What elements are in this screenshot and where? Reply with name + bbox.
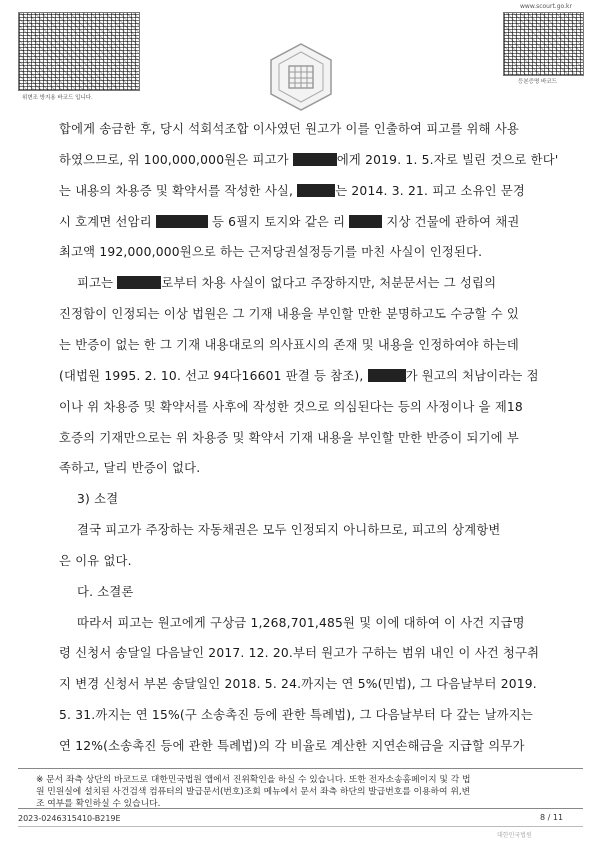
court-url: www.scourt.go.kr: [520, 3, 572, 10]
body-line: [59, 304, 519, 322]
body-line: [59, 335, 519, 353]
body-line: [59, 643, 539, 661]
body-text-segment: 다. 소결론: [77, 584, 134, 599]
body-text-segment: 호증의 기재만으로는 위 차용증 및 확약서 기재 내용을 부인할 만한 반증이 되기에 부: [59, 430, 519, 445]
body-line: [59, 705, 533, 723]
body-line: [77, 489, 118, 507]
body-line: [77, 273, 496, 291]
body-text-segment: 합에게 송금한 후, 당시 석회석조합 이사였던 원고가 이를 인출하여 피고를 위해 사용: [59, 122, 519, 136]
redaction-box: [368, 369, 406, 382]
body-text-segment: 5. 31.까지는 연 15%(구 소송촉진 등에 관한 특례법), 그 다음날부터 다 갚는 날까지는: [59, 708, 533, 723]
body-line: [59, 428, 519, 446]
body-text-segment: 연 12%(소송촉진 등에 관한 특례법)의 각 비율로 계산한 지연손해금을 지급할 의무가: [59, 739, 525, 753]
body-text-segment: 진정함이 인정되는 이상 법원은 그 기재 내용을 부인할 만한 분명하고도 수긍할 수 있: [59, 307, 519, 322]
body-line: [59, 458, 200, 476]
notice-line: ※ 문서 좌측 상단의 바코드로 대한민국법원 앱에서 진위확인을 하실 수 있습니다. 또한 전자소송홈페이지 및 각 법: [36, 775, 471, 785]
body-text-segment: 로부터 차용 사실이 없다고 주장하지만, 처분문서는 그 성립의: [161, 276, 497, 291]
body-text-segment: 지상 건물에 관하여 채권: [382, 214, 520, 229]
body-line: [59, 150, 558, 168]
bottom-divider: [18, 826, 583, 827]
notice-line: 조 여부를 확인하실 수 있습니다.: [36, 799, 161, 809]
body-text-segment: 3) 소결: [77, 492, 119, 507]
page-number: 8 / 11: [540, 813, 564, 822]
court-seal-emblem: [265, 42, 337, 112]
redaction-box: [349, 215, 382, 228]
body-text-segment: 는 반증이 없는 한 그 기재 내용대로의 의사표시의 존재 및 내용을 인정하여야 하는데: [59, 337, 519, 352]
body-text-segment: 최고액 192,000,000원으로 하는 근저당권설정등기를 마친 사실이 인정된다.: [59, 245, 483, 260]
certified-copy-barcode: [503, 12, 584, 76]
body-line: [77, 613, 525, 631]
body-text-segment: 하였으므로, 위 100,000,000원은 피고가: [59, 152, 293, 167]
body-text-segment: 에게 2019. 1. 5.자로 빌린 것으로 한다': [336, 152, 559, 167]
notice-line: 원 민원실에 설치된 사건검색 컴퓨터의 발급문서(번호)조회 메뉴에서 문서 좌측 하단의 발급번호를 이용하여 위,변: [36, 787, 471, 797]
certified-copy-barcode-caption: 등본증명 바코드: [518, 79, 557, 85]
body-text-segment: 피고는: [77, 276, 118, 291]
body-line: [59, 674, 537, 692]
body-text-segment: 은 이유 없다.: [59, 553, 132, 568]
body-text-segment: 결국 피고가 주장하는 자동채권은 모두 인정되지 아니하므로, 피고의 상계항변: [77, 523, 501, 538]
body-line: [59, 242, 482, 260]
verification-barcode-caption: 위변조 방지용 바코드 입니다.: [22, 95, 93, 101]
court-footer-mark: 대한민국법원: [497, 832, 532, 839]
body-line: [59, 212, 520, 230]
body-text-segment: 가 원고의 처남이라는 점: [405, 368, 539, 383]
body-line: [77, 520, 501, 538]
body-line: [59, 736, 525, 754]
body-text-segment: 따라서 피고는 원고에게 구상금 1,268,701,485원 및 이에 대하여 이 사건 지급명: [77, 615, 525, 630]
redaction-box: [117, 276, 161, 289]
redaction-box: [156, 215, 208, 228]
body-text-segment: 이나 위 차용증 및 확약서를 사후에 작성한 것으로 의심된다는 등의 사정이나 을 제18: [59, 399, 523, 414]
body-text-segment: (대법원 1995. 2. 10. 선고 94다16601 판결 등 참조),: [59, 368, 368, 383]
body-text-segment: 는 내용의 차용증 및 확약서를 작성한 사실,: [59, 183, 298, 198]
redaction-box: [297, 184, 335, 197]
body-text-segment: 시 호계면 선암리: [59, 214, 156, 229]
body-text-segment: 령 신청서 송달일 다음날인 2017. 12. 20.부터 원고가 구하는 범위 내인 이 사건 청구취: [59, 646, 540, 661]
body-text-segment: 족하고, 달리 반증이 없다.: [59, 461, 201, 476]
body-text-segment: 등 6필지 토지와 같은 리: [207, 214, 350, 229]
body-line: [59, 181, 525, 199]
body-line: [59, 366, 539, 384]
redaction-box: [293, 153, 337, 166]
body-line: [59, 119, 519, 137]
body-text-segment: 는 2014. 3. 21. 피고 소유인 문경: [335, 183, 525, 198]
body-line: [77, 582, 134, 600]
verification-barcode: [18, 12, 140, 91]
body-line: [59, 397, 523, 415]
body-line: [59, 551, 132, 569]
body-text-segment: 지 변경 신청서 부본 송달일인 2018. 5. 24.까지는 연 5%(민법), 그 다음날부터 2019.: [59, 677, 537, 692]
issue-number: 2023-0246315410-B219E: [18, 814, 121, 823]
